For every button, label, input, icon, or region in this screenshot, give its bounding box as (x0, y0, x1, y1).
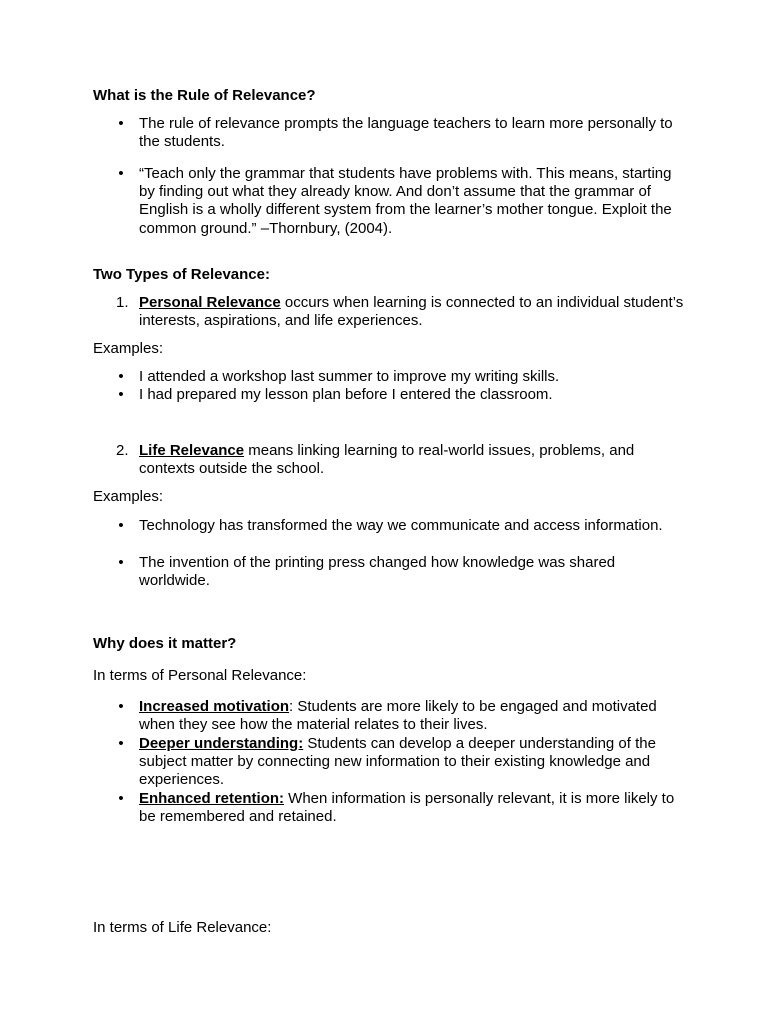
benefit-term: Enhanced retention: (139, 790, 285, 807)
benefit-term: Increased motivation (139, 698, 290, 715)
examples-label: Examples: (93, 340, 164, 357)
personal-example-2: I had prepared my lesson plan before I entered the classroom. (139, 386, 553, 403)
life-relevance-definition (139, 442, 684, 478)
bullet-marker: • (118, 517, 124, 534)
bullet-marker: • (118, 790, 124, 807)
benefit-text: Students can develop a deeper understanding of the subject matter by connecting new information to their existing knowledge and experiences. (139, 735, 656, 789)
personal-relevance-text: occurs when learning is connected to an individual student’s interests, aspirations, and life experiences. (139, 294, 684, 330)
bullet-marker: • (118, 115, 124, 132)
bullet-marker: • (118, 698, 124, 715)
bullet-marker: • (118, 368, 124, 385)
bullet-marker: • (118, 165, 124, 182)
rule-bullet-1: The rule of relevance prompts the language teachers to learn more personally to the students. (139, 115, 673, 151)
personal-relevance-term: Personal Relevance (139, 294, 281, 311)
benefit-deeper-understanding (139, 735, 684, 790)
benefit-text: When information is personally relevant, it is more likely to be remembered and retained. (139, 790, 675, 826)
benefit-increased-motivation (139, 698, 684, 734)
bullet-marker: • (118, 735, 124, 752)
benefit-enhanced-retention (139, 790, 684, 826)
personal-relevance-intro: In terms of Personal Relevance: (93, 667, 307, 684)
list-number: 2. (116, 442, 129, 459)
why-it-matters-heading: Why does it matter? (93, 635, 237, 652)
life-relevance-intro: In terms of Life Relevance: (93, 919, 272, 936)
personal-example-1: I attended a workshop last summer to improve my writing skills. (139, 368, 560, 385)
life-relevance-text: means linking learning to real-world issues, problems, and contexts outside the school. (139, 442, 635, 478)
personal-relevance-definition (139, 294, 684, 330)
list-number: 1. (116, 294, 129, 311)
benefit-text: : Students are more likely to be engaged and motivated when they see how the material relates to their lives. (139, 698, 657, 734)
life-relevance-term: Life Relevance (139, 442, 245, 459)
rule-of-relevance-heading: What is the Rule of Relevance? (93, 87, 316, 104)
two-types-heading: Two Types of Relevance: (93, 266, 270, 283)
life-example-2: The invention of the printing press changed how knowledge was shared worldwide. (139, 554, 616, 590)
bullet-marker: • (118, 554, 124, 571)
bullet-marker: • (118, 386, 124, 403)
benefit-term: Deeper understanding: (139, 735, 304, 752)
life-example-1: Technology has transformed the way we communicate and access information. (139, 517, 663, 534)
rule-bullet-2: “Teach only the grammar that students have problems with. This means, starting by finding out what they already know. And don’t assume that the grammar of English is a wholly different system from the learner’s mother tongue. Exploit the common ground.” –Thornbury, (2004). (139, 165, 672, 237)
examples-label: Examples: (93, 488, 164, 505)
